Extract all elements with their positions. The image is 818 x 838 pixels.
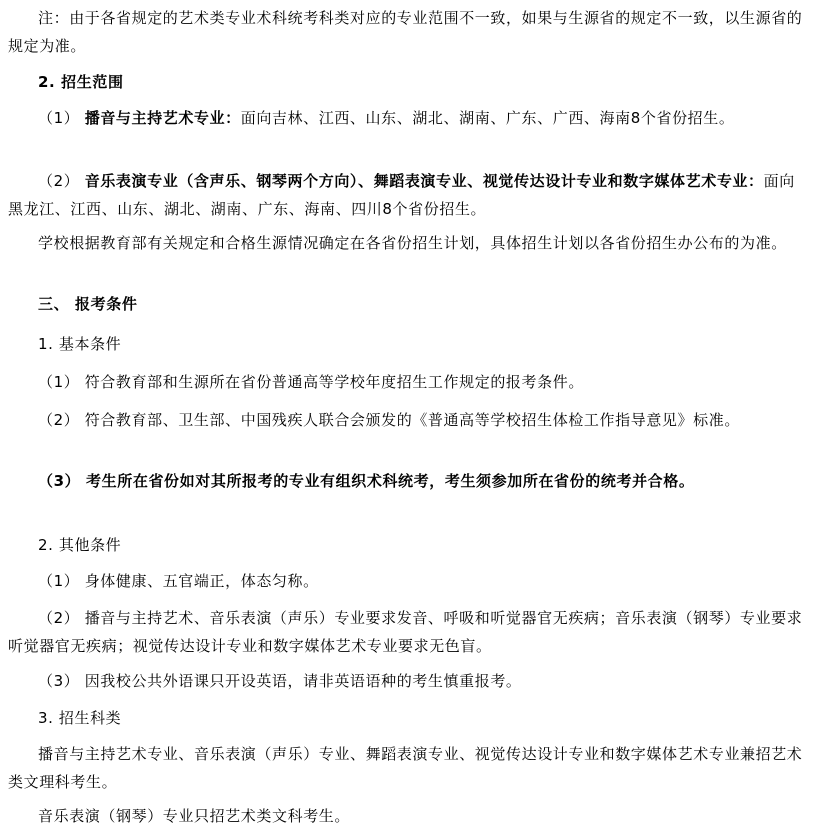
section-2-paragraph: 学校根据教育部有关规定和合格生源情况确定在各省份招生计划，具体招生计划以各省份招生办公布的为准。 [38, 234, 787, 252]
item-text: 面向黑龙江、江西、山东、湖北、湖南、广东、海南、四川8个省份招生。 [8, 172, 795, 218]
item-text: 面向吉林、江西、山东、湖北、湖南、广东、广西、海南8个省份招生。 [240, 109, 735, 127]
item-bold-text: 音乐表演专业（含声乐、钢琴两个方向）、舞蹈表演专业、视觉传达设计专业和数字媒体艺术专业： [84, 172, 764, 190]
item-bold-text: 播音与主持艺术专业： [84, 109, 241, 127]
other-condition-2: （2） 播音与主持艺术、音乐表演（声乐）专业要求发音、呼吸和听觉器官无疾病；音乐表演（钢琴）专业要求听觉器官无疾病；视觉传达设计专业和数字媒体艺术专业要求无色盲。 [8, 609, 803, 655]
section-2-item-1 [8, 104, 808, 132]
enrollment-category-paragraph-2: 音乐表演（钢琴）专业只招艺术类文科考生。 [38, 807, 351, 825]
subsection-3-heading: 3. 招生科类 [38, 709, 122, 727]
section-2-heading: 2. 招生范围 [38, 73, 124, 91]
other-condition-1: （1） 身体健康、五官端正，体态匀称。 [38, 572, 319, 590]
section-2-item-2 [8, 167, 808, 223]
basic-condition-1: （1） 符合教育部和生源所在省份普通高等学校年度招生工作规定的报考条件。 [38, 373, 584, 391]
subsection-2-heading: 2. 其他条件 [38, 536, 122, 554]
section-3-heading: 三、 报考条件 [38, 295, 138, 313]
item-number: （2） [38, 172, 80, 190]
other-condition-3: （3） 因我校公共外语课只开设英语，请非英语语种的考生慎重报考。 [38, 672, 522, 690]
subsection-1-heading: 1. 基本条件 [38, 335, 122, 353]
item-number: （1） [38, 109, 80, 127]
note-paragraph: 注：由于各省规定的艺术类专业术科统考科类对应的专业范围不一致，如果与生源省的规定不一致，以生源省的规定为准。 [8, 9, 803, 55]
basic-condition-3: （3） 考生所在省份如对其所报考的专业有组织术科统考，考生须参加所在省份的统考并合格。 [38, 472, 695, 490]
basic-condition-2: （2） 符合教育部、卫生部、中国残疾人联合会颁发的《普通高等学校招生体检工作指导意见》标准。 [38, 411, 740, 429]
enrollment-category-paragraph-1: 播音与主持艺术专业、音乐表演（声乐）专业、舞蹈表演专业、视觉传达设计专业和数字媒体艺术专业兼招艺术类文理科考生。 [8, 745, 803, 791]
